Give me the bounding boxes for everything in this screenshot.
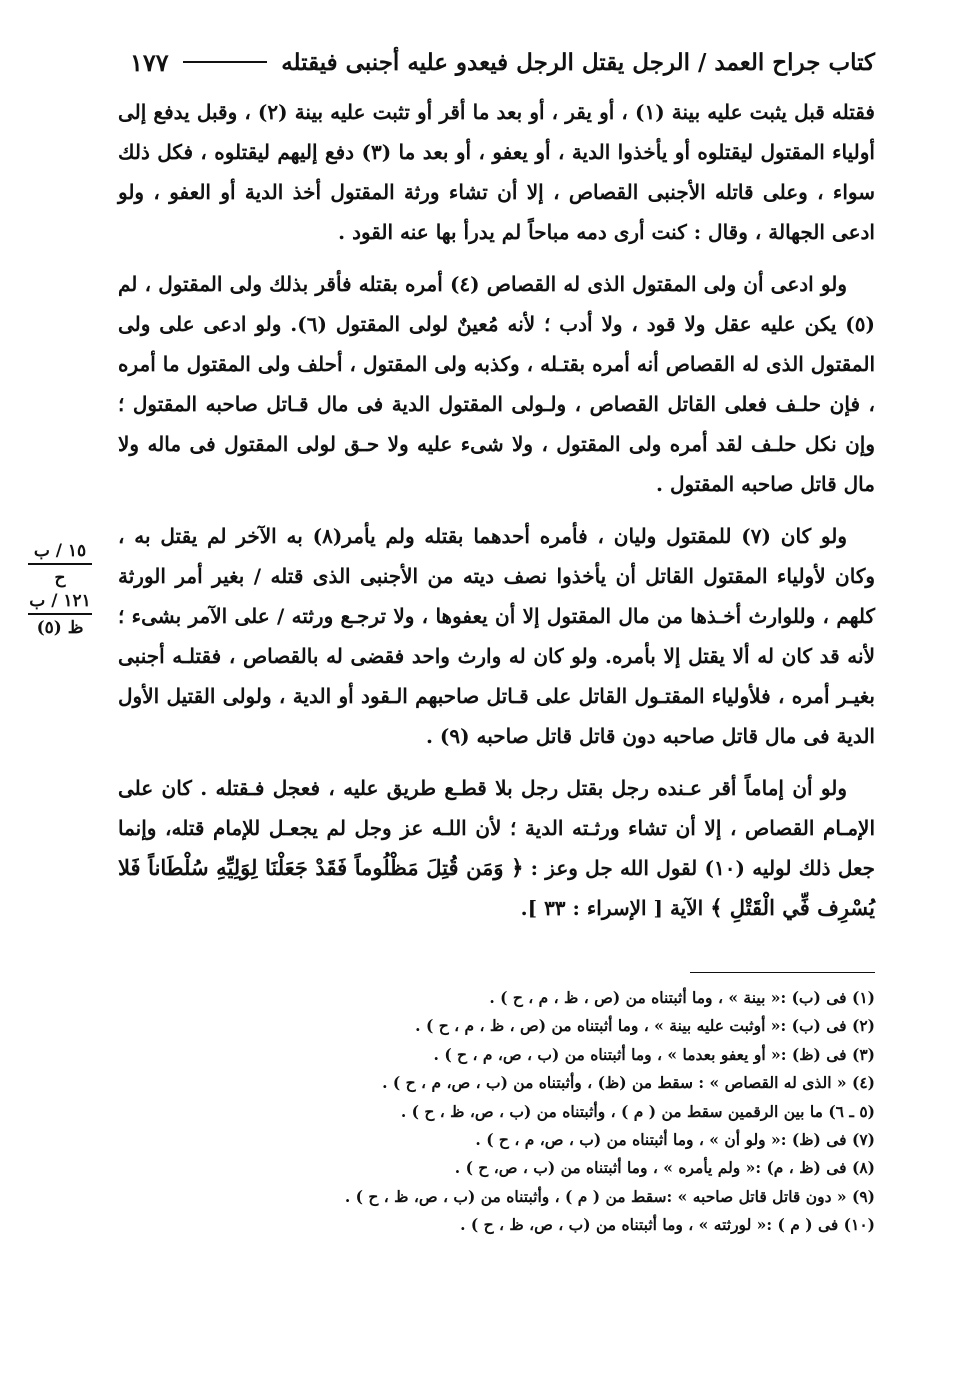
footnote-4: (٤) « الذى له القصاص » : سقط من (ظ) ، وأثبتناه من (ب ، ص، م ، ح ) . [382,1073,875,1093]
header-title: كتاب جراح العمد / الرجل يقتل الرجل فيعدو عليه أجنبى فيقتله [281,48,875,76]
footnote-separator [690,972,875,973]
footnote-3: (٣) فى (ظ) :« أو يعفو بعدما » ، وما أثبتناه من (ب ، ص، م ، ح ) . [433,1044,875,1064]
footnote-9: (١٠) فى ( م ) :« لورثته » ، وما أثبتناه من (ب ، ص، ظ ، ح ) . [460,1215,875,1235]
manuscript-margin-note [18,540,102,640]
margin-ref-1: ١٥ / ب [28,540,92,565]
header-rule [183,61,268,63]
footnote-5: (٥ ـ ٦) ما بين الرقمين سقط من ( م ) ، وأثبتناه من (ب ، ص، ظ ، ح ) . [400,1101,875,1121]
paragraph-2: ولو ادعى أن ولى المقتول الذى له القصاص (٤) أمره بقتله فأقر بذلك ولى المقتول ، لم (٥) يكن عليه عقل ولا قود ، ولا أدب ؛ لأنه مُعينٌ لولى المقتول (٦). ولو ادعى على ولى المقتول الذى له القصاص أنه أمره بقتـله ، وكذبه ولى المقتول ، أحلف ولى المقتول ما أمره ، فإن حلـف فعلى القاتل القصاص ، ولـولى المقتول الدية فى مال قـاتل صاحبه المقتول ؛ وإن نكل حلـف لقد أمره ولى المقتول ، ولا شىء عليه ولا حـق لولى المقتول فى ماله ولا مال قاتل صاحبه المقتول . [118,272,875,496]
footnote-1: (١) فى (ب) :« بينة » ، وما أثبتناه من (ص ، ظ ، م ، ح ) . [489,988,875,1007]
margin-ref-4: ظ (٥) [36,618,84,638]
paragraph-3: ولو كان (٧) للمقتول وليان ، فأمره أحدهما بقتله ولم يأمر(٨) به الآخر لم يقتل به ، وكان لأولياء المقتول القاتل أن يأخذوا نصف ديته من الأجنبى الذى قتله / بغير أمر الورثة كلهم ، وللوارث أخـذها من مال المقتول إلا أن يعفوها ، ولا ترجـع ورثته / على الآمر بشىء ؛ لأنه قد كان له ألا يقتل إلا بأمره. ولو كان له وارث واحد فقضى له بالقصاص ، فقتلـه أجنبى بغيـر أمره ، فلأولياء المقتـول القاتل على قـاتل صاحبهم الـقود أو الدية ، ولولى القتيل الأول الدية فى مال قاتل صاحبه دون قاتل قاتل صاحبه (٩) . [118,524,875,748]
margin-ref-3: ١٢١ / ب [28,590,92,615]
footnotes [130,984,875,1240]
footnote-8: (٩) « دون قاتل قاتل صاحبه » :سقط من ( م ) ، وأثبتناه من (ب ، ص، ظ ، ح ) . [344,1186,875,1206]
running-header [130,40,875,84]
footnote-6: (٧) فى (ظ) :« ولو أن » ، وما أثبتناه من (ب ، ص، م ، ح ) . [475,1130,875,1150]
main-text [118,92,875,940]
paragraph-1: فقتله قبل يثبت عليه بينة (١) ، أو يقر ، أو بعد ما أقر أو تثبت عليه بينة (٢) ، وقبل يدفع إلى أولياء المقتول ليقتلوه أو يأخذوا الدية ، أو يعفو ، أو بعد ما (٣) دفع إليهم ليقتلوه ، فكل ذلك سواء ، وعلى قاتله الأجنبى القصاص ، إلا أن تشاء ورثة المقتول أخذ الدية أو العفو ، ولو ادعى الجهالة ، وقال : كنت أرى دمه مباحاً لم يدرأ بها عنه القود . [118,100,875,244]
paragraph-4-text: ولو أن إماماً أقر عـنده رجل بقتل رجل بلا قطـع طريق عليه ، فعجل فـقتله . كان على الإمـام القصاص ، إلا أن تشاء ورثـته الدية ؛ لأن اللـه عز وجل لم يجعـل للإمام قتله، وإنما جعل ذلك لوليه (١٠) لقول الله جل وعز : [118,776,875,880]
quran-verse: ﴿ وَمَن قُتِلَ مَظْلُوماً فَقَدْ جَعَلْنَا لِوَلِيِّهِ سُلْطَاناً فَلا يُسْرِف فِّي الْقَتْلِ ﴾ [118,855,875,920]
page-number: ١٧٧ [130,47,169,77]
footnote-2: (٢) فى (ب) :« أوثبت عليه بينة » ، وما أثبتناه من (ص ، ظ ، م ، ح ) . [415,1016,875,1036]
verse-reference: الآية [ الإسراء : ٣٣ ]. [520,896,704,920]
paragraph-4 [118,768,875,928]
footnote-7: (٨) فى (ظ ، م) :« ولم يأمره » ، وما أثبتناه من (ب ، ص، ح ) . [454,1158,875,1178]
margin-ref-2: ح [54,568,66,588]
